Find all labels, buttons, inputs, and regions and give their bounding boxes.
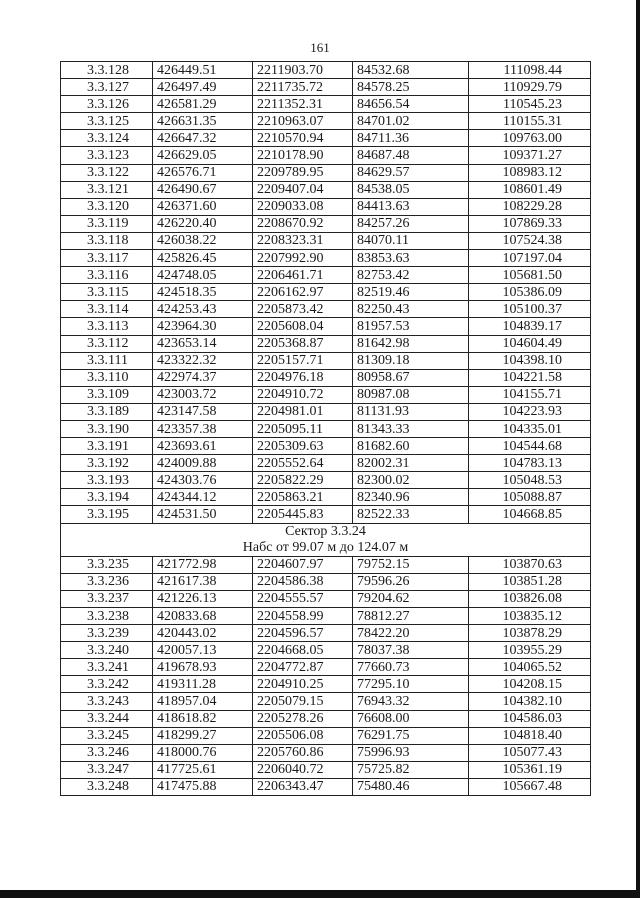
coord-y-cell: 2211352.31 bbox=[253, 96, 353, 113]
point-id-cell: 3.3.122 bbox=[61, 164, 153, 181]
coord-y2-cell: 103851.28 bbox=[469, 573, 591, 590]
coord-x-cell: 424518.35 bbox=[153, 284, 253, 301]
point-id-cell: 3.3.193 bbox=[61, 472, 153, 489]
coord-y2-cell: 104398.10 bbox=[469, 352, 591, 369]
coord-x2-cell: 79752.15 bbox=[353, 556, 469, 573]
point-id-cell: 3.3.116 bbox=[61, 267, 153, 284]
point-id-cell: 3.3.244 bbox=[61, 710, 153, 727]
point-id-cell: 3.3.189 bbox=[61, 403, 153, 420]
coord-y2-cell: 105048.53 bbox=[469, 472, 591, 489]
coord-x2-cell: 82519.46 bbox=[353, 284, 469, 301]
point-id-cell: 3.3.125 bbox=[61, 113, 153, 130]
table-row bbox=[61, 267, 591, 284]
coord-y2-cell: 104335.01 bbox=[469, 420, 591, 437]
point-id-cell: 3.3.113 bbox=[61, 318, 153, 335]
table-row bbox=[61, 506, 591, 523]
coord-y-cell: 2205822.29 bbox=[253, 472, 353, 489]
coord-y2-cell: 105088.87 bbox=[469, 489, 591, 506]
coord-y2-cell: 105667.48 bbox=[469, 778, 591, 795]
coord-x-cell: 424344.12 bbox=[153, 489, 253, 506]
coord-x-cell: 426581.29 bbox=[153, 96, 253, 113]
section-title: Сектор 3.3.24 bbox=[61, 523, 591, 540]
coord-x2-cell: 80958.67 bbox=[353, 369, 469, 386]
coord-y2-cell: 104839.17 bbox=[469, 318, 591, 335]
point-id-cell: 3.3.127 bbox=[61, 79, 153, 96]
table-row bbox=[61, 386, 591, 403]
coord-y2-cell: 111098.44 bbox=[469, 62, 591, 79]
coord-x2-cell: 75996.93 bbox=[353, 744, 469, 761]
coord-y-cell: 2206343.47 bbox=[253, 778, 353, 795]
coord-x-cell: 426576.71 bbox=[153, 164, 253, 181]
coord-x2-cell: 84257.26 bbox=[353, 215, 469, 232]
coord-x-cell: 423147.58 bbox=[153, 403, 253, 420]
point-id-cell: 3.3.248 bbox=[61, 778, 153, 795]
coord-x2-cell: 81642.98 bbox=[353, 335, 469, 352]
coord-y2-cell: 107197.04 bbox=[469, 250, 591, 267]
coord-y-cell: 2210178.90 bbox=[253, 147, 353, 164]
coord-x-cell: 424748.05 bbox=[153, 267, 253, 284]
coord-y2-cell: 104065.52 bbox=[469, 659, 591, 676]
table-row bbox=[61, 284, 591, 301]
coord-x2-cell: 82522.33 bbox=[353, 506, 469, 523]
coordinates-table bbox=[60, 61, 591, 796]
coord-y-cell: 2208670.92 bbox=[253, 215, 353, 232]
coord-y2-cell: 103955.29 bbox=[469, 642, 591, 659]
point-id-cell: 3.3.241 bbox=[61, 659, 153, 676]
table-body-before-section bbox=[61, 62, 591, 524]
coord-y2-cell: 105077.43 bbox=[469, 744, 591, 761]
point-id-cell: 3.3.192 bbox=[61, 455, 153, 472]
coord-y-cell: 2205368.87 bbox=[253, 335, 353, 352]
table-row bbox=[61, 215, 591, 232]
coord-x2-cell: 81957.53 bbox=[353, 318, 469, 335]
point-id-cell: 3.3.245 bbox=[61, 727, 153, 744]
coord-y2-cell: 110929.79 bbox=[469, 79, 591, 96]
coord-x2-cell: 76943.32 bbox=[353, 693, 469, 710]
point-id-cell: 3.3.109 bbox=[61, 386, 153, 403]
coord-y-cell: 2204910.25 bbox=[253, 676, 353, 693]
point-id-cell: 3.3.242 bbox=[61, 676, 153, 693]
coord-x-cell: 426371.60 bbox=[153, 198, 253, 215]
coord-x-cell: 418618.82 bbox=[153, 710, 253, 727]
coord-x2-cell: 78812.27 bbox=[353, 608, 469, 625]
point-id-cell: 3.3.123 bbox=[61, 147, 153, 164]
coord-x-cell: 424303.76 bbox=[153, 472, 253, 489]
point-id-cell: 3.3.236 bbox=[61, 573, 153, 590]
point-id-cell: 3.3.237 bbox=[61, 590, 153, 607]
coord-x-cell: 417475.88 bbox=[153, 778, 253, 795]
coord-x2-cell: 82753.42 bbox=[353, 267, 469, 284]
point-id-cell: 3.3.117 bbox=[61, 250, 153, 267]
coord-y-cell: 2205157.71 bbox=[253, 352, 353, 369]
coord-y2-cell: 104818.40 bbox=[469, 727, 591, 744]
table-row bbox=[61, 369, 591, 386]
coord-x2-cell: 81682.60 bbox=[353, 438, 469, 455]
coord-x2-cell: 82250.43 bbox=[353, 301, 469, 318]
point-id-cell: 3.3.119 bbox=[61, 215, 153, 232]
section-header-group bbox=[61, 523, 591, 556]
table-row bbox=[61, 455, 591, 472]
coord-y-cell: 2205095.11 bbox=[253, 420, 353, 437]
table-row bbox=[61, 676, 591, 693]
table-row bbox=[61, 625, 591, 642]
coord-x2-cell: 84656.54 bbox=[353, 96, 469, 113]
coord-x2-cell: 84578.25 bbox=[353, 79, 469, 96]
table-row bbox=[61, 608, 591, 625]
coord-y-cell: 2205278.26 bbox=[253, 710, 353, 727]
coord-x-cell: 418000.76 bbox=[153, 744, 253, 761]
coord-x-cell: 418957.04 bbox=[153, 693, 253, 710]
point-id-cell: 3.3.240 bbox=[61, 642, 153, 659]
coord-y2-cell: 104155.71 bbox=[469, 386, 591, 403]
coord-x-cell: 420833.68 bbox=[153, 608, 253, 625]
coord-y2-cell: 110155.31 bbox=[469, 113, 591, 130]
coord-y-cell: 2205552.64 bbox=[253, 455, 353, 472]
coord-y-cell: 2205608.04 bbox=[253, 318, 353, 335]
coord-x-cell: 423003.72 bbox=[153, 386, 253, 403]
coord-y2-cell: 110545.23 bbox=[469, 96, 591, 113]
coord-y2-cell: 104544.68 bbox=[469, 438, 591, 455]
coord-x-cell: 426490.67 bbox=[153, 181, 253, 198]
coord-y2-cell: 104208.15 bbox=[469, 676, 591, 693]
coord-y-cell: 2208323.31 bbox=[253, 232, 353, 249]
coord-x-cell: 423322.32 bbox=[153, 352, 253, 369]
table-row bbox=[61, 79, 591, 96]
section-subtitle-row bbox=[61, 540, 591, 557]
coord-y2-cell: 103826.08 bbox=[469, 590, 591, 607]
coord-y-cell: 2205079.15 bbox=[253, 693, 353, 710]
coord-x-cell: 426631.35 bbox=[153, 113, 253, 130]
coord-x2-cell: 84687.48 bbox=[353, 147, 469, 164]
coord-y2-cell: 104382.10 bbox=[469, 693, 591, 710]
coord-y2-cell: 104223.93 bbox=[469, 403, 591, 420]
table-body-after-section bbox=[61, 556, 591, 795]
point-id-cell: 3.3.126 bbox=[61, 96, 153, 113]
coord-x2-cell: 81131.93 bbox=[353, 403, 469, 420]
point-id-cell: 3.3.120 bbox=[61, 198, 153, 215]
table-row bbox=[61, 130, 591, 147]
coord-y-cell: 2211903.70 bbox=[253, 62, 353, 79]
coord-y-cell: 2205873.42 bbox=[253, 301, 353, 318]
coord-x-cell: 426038.22 bbox=[153, 232, 253, 249]
point-id-cell: 3.3.121 bbox=[61, 181, 153, 198]
scan-edge-bottom bbox=[0, 890, 640, 898]
table-row bbox=[61, 573, 591, 590]
coord-y-cell: 2211735.72 bbox=[253, 79, 353, 96]
coord-y2-cell: 107869.33 bbox=[469, 215, 591, 232]
table-row bbox=[61, 62, 591, 79]
coord-y-cell: 2205445.83 bbox=[253, 506, 353, 523]
coord-x-cell: 423357.38 bbox=[153, 420, 253, 437]
coord-y-cell: 2209033.08 bbox=[253, 198, 353, 215]
coord-y-cell: 2207992.90 bbox=[253, 250, 353, 267]
coord-y-cell: 2210963.07 bbox=[253, 113, 353, 130]
coord-y-cell: 2209407.04 bbox=[253, 181, 353, 198]
table-row bbox=[61, 147, 591, 164]
table-row bbox=[61, 489, 591, 506]
point-id-cell: 3.3.246 bbox=[61, 744, 153, 761]
coord-x2-cell: 84711.36 bbox=[353, 130, 469, 147]
point-id-cell: 3.3.118 bbox=[61, 232, 153, 249]
coord-y-cell: 2204976.18 bbox=[253, 369, 353, 386]
coord-y2-cell: 103870.63 bbox=[469, 556, 591, 573]
point-id-cell: 3.3.112 bbox=[61, 335, 153, 352]
coord-y2-cell: 109763.00 bbox=[469, 130, 591, 147]
coord-y-cell: 2204558.99 bbox=[253, 608, 353, 625]
coord-y-cell: 2204586.38 bbox=[253, 573, 353, 590]
point-id-cell: 3.3.124 bbox=[61, 130, 153, 147]
coord-x2-cell: 84413.63 bbox=[353, 198, 469, 215]
coord-x2-cell: 78422.20 bbox=[353, 625, 469, 642]
coord-x-cell: 421226.13 bbox=[153, 590, 253, 607]
point-id-cell: 3.3.247 bbox=[61, 761, 153, 778]
coord-x2-cell: 79596.26 bbox=[353, 573, 469, 590]
coord-x2-cell: 82002.31 bbox=[353, 455, 469, 472]
coord-x-cell: 421617.38 bbox=[153, 573, 253, 590]
coord-y2-cell: 108601.49 bbox=[469, 181, 591, 198]
coord-x2-cell: 75725.82 bbox=[353, 761, 469, 778]
coord-y2-cell: 105361.19 bbox=[469, 761, 591, 778]
table-row bbox=[61, 318, 591, 335]
coord-x2-cell: 84532.68 bbox=[353, 62, 469, 79]
table-row bbox=[61, 113, 591, 130]
coord-y-cell: 2205309.63 bbox=[253, 438, 353, 455]
table-row bbox=[61, 96, 591, 113]
table-row bbox=[61, 301, 591, 318]
point-id-cell: 3.3.115 bbox=[61, 284, 153, 301]
coord-x-cell: 426629.05 bbox=[153, 147, 253, 164]
coord-y2-cell: 109371.27 bbox=[469, 147, 591, 164]
coord-y2-cell: 108229.28 bbox=[469, 198, 591, 215]
point-id-cell: 3.3.243 bbox=[61, 693, 153, 710]
coord-x-cell: 424531.50 bbox=[153, 506, 253, 523]
table-row bbox=[61, 659, 591, 676]
coord-x2-cell: 78037.38 bbox=[353, 642, 469, 659]
coord-x-cell: 420443.02 bbox=[153, 625, 253, 642]
coord-y2-cell: 104783.13 bbox=[469, 455, 591, 472]
coord-x2-cell: 82340.96 bbox=[353, 489, 469, 506]
table-row bbox=[61, 727, 591, 744]
table-row bbox=[61, 778, 591, 795]
coord-y-cell: 2204910.72 bbox=[253, 386, 353, 403]
table-row bbox=[61, 556, 591, 573]
scan-edge-right bbox=[636, 0, 640, 898]
coord-y-cell: 2204668.05 bbox=[253, 642, 353, 659]
coord-x-cell: 420057.13 bbox=[153, 642, 253, 659]
coord-x-cell: 425826.45 bbox=[153, 250, 253, 267]
coord-x-cell: 423693.61 bbox=[153, 438, 253, 455]
coord-x2-cell: 76291.75 bbox=[353, 727, 469, 744]
coord-x2-cell: 77295.10 bbox=[353, 676, 469, 693]
table-row bbox=[61, 438, 591, 455]
coord-y-cell: 2210570.94 bbox=[253, 130, 353, 147]
coord-y-cell: 2204981.01 bbox=[253, 403, 353, 420]
point-id-cell: 3.3.238 bbox=[61, 608, 153, 625]
coord-x-cell: 419678.93 bbox=[153, 659, 253, 676]
coord-y2-cell: 104586.03 bbox=[469, 710, 591, 727]
coord-y2-cell: 108983.12 bbox=[469, 164, 591, 181]
table-row bbox=[61, 403, 591, 420]
coord-x-cell: 426497.49 bbox=[153, 79, 253, 96]
coord-y2-cell: 103878.29 bbox=[469, 625, 591, 642]
table-row bbox=[61, 335, 591, 352]
coord-y-cell: 2205863.21 bbox=[253, 489, 353, 506]
point-id-cell: 3.3.128 bbox=[61, 62, 153, 79]
coord-y-cell: 2209789.95 bbox=[253, 164, 353, 181]
coord-x2-cell: 84538.05 bbox=[353, 181, 469, 198]
coord-x-cell: 426220.40 bbox=[153, 215, 253, 232]
point-id-cell: 3.3.239 bbox=[61, 625, 153, 642]
coord-x-cell: 418299.27 bbox=[153, 727, 253, 744]
coord-y-cell: 2204596.57 bbox=[253, 625, 353, 642]
coord-y2-cell: 104221.58 bbox=[469, 369, 591, 386]
coord-y2-cell: 104668.85 bbox=[469, 506, 591, 523]
coord-y-cell: 2204607.97 bbox=[253, 556, 353, 573]
coord-x2-cell: 80987.08 bbox=[353, 386, 469, 403]
coord-x2-cell: 84629.57 bbox=[353, 164, 469, 181]
table-row bbox=[61, 744, 591, 761]
coord-y2-cell: 105100.37 bbox=[469, 301, 591, 318]
point-id-cell: 3.3.111 bbox=[61, 352, 153, 369]
point-id-cell: 3.3.110 bbox=[61, 369, 153, 386]
coord-x-cell: 419311.28 bbox=[153, 676, 253, 693]
coord-x2-cell: 79204.62 bbox=[353, 590, 469, 607]
point-id-cell: 3.3.114 bbox=[61, 301, 153, 318]
coord-y-cell: 2205760.86 bbox=[253, 744, 353, 761]
coord-x-cell: 424009.88 bbox=[153, 455, 253, 472]
coord-x2-cell: 84070.11 bbox=[353, 232, 469, 249]
point-id-cell: 3.3.190 bbox=[61, 420, 153, 437]
table-row bbox=[61, 198, 591, 215]
coord-y-cell: 2204772.87 bbox=[253, 659, 353, 676]
coord-y2-cell: 105386.09 bbox=[469, 284, 591, 301]
table-row bbox=[61, 164, 591, 181]
coord-x2-cell: 76608.00 bbox=[353, 710, 469, 727]
coord-y-cell: 2205506.08 bbox=[253, 727, 353, 744]
coord-x-cell: 423653.14 bbox=[153, 335, 253, 352]
coord-y2-cell: 107524.38 bbox=[469, 232, 591, 249]
coord-y-cell: 2206461.71 bbox=[253, 267, 353, 284]
point-id-cell: 3.3.235 bbox=[61, 556, 153, 573]
coord-y2-cell: 103835.12 bbox=[469, 608, 591, 625]
coord-x-cell: 426647.32 bbox=[153, 130, 253, 147]
coord-y2-cell: 105681.50 bbox=[469, 267, 591, 284]
coord-x-cell: 422974.37 bbox=[153, 369, 253, 386]
coord-x2-cell: 77660.73 bbox=[353, 659, 469, 676]
coord-x-cell: 417725.61 bbox=[153, 761, 253, 778]
table-row bbox=[61, 710, 591, 727]
table-row bbox=[61, 352, 591, 369]
coord-y-cell: 2204555.57 bbox=[253, 590, 353, 607]
table-row bbox=[61, 250, 591, 267]
coord-y2-cell: 104604.49 bbox=[469, 335, 591, 352]
coord-x2-cell: 82300.02 bbox=[353, 472, 469, 489]
coord-x2-cell: 81343.33 bbox=[353, 420, 469, 437]
point-id-cell: 3.3.191 bbox=[61, 438, 153, 455]
point-id-cell: 3.3.194 bbox=[61, 489, 153, 506]
coord-x2-cell: 84701.02 bbox=[353, 113, 469, 130]
table-row bbox=[61, 420, 591, 437]
section-title-row bbox=[61, 523, 591, 540]
section-subtitle: Набс от 99.07 м до 124.07 м bbox=[61, 540, 591, 557]
table-row bbox=[61, 590, 591, 607]
table-row bbox=[61, 761, 591, 778]
point-id-cell: 3.3.195 bbox=[61, 506, 153, 523]
coord-x-cell: 426449.51 bbox=[153, 62, 253, 79]
table-row bbox=[61, 642, 591, 659]
coord-x-cell: 421772.98 bbox=[153, 556, 253, 573]
page-number: 161 bbox=[310, 40, 330, 55]
table-row bbox=[61, 181, 591, 198]
coord-x-cell: 423964.30 bbox=[153, 318, 253, 335]
coord-x2-cell: 75480.46 bbox=[353, 778, 469, 795]
table-row bbox=[61, 693, 591, 710]
coord-y-cell: 2206162.97 bbox=[253, 284, 353, 301]
coord-y-cell: 2206040.72 bbox=[253, 761, 353, 778]
table-row bbox=[61, 232, 591, 249]
coord-x-cell: 424253.43 bbox=[153, 301, 253, 318]
table-row bbox=[61, 472, 591, 489]
coord-x2-cell: 83853.63 bbox=[353, 250, 469, 267]
coord-x2-cell: 81309.18 bbox=[353, 352, 469, 369]
